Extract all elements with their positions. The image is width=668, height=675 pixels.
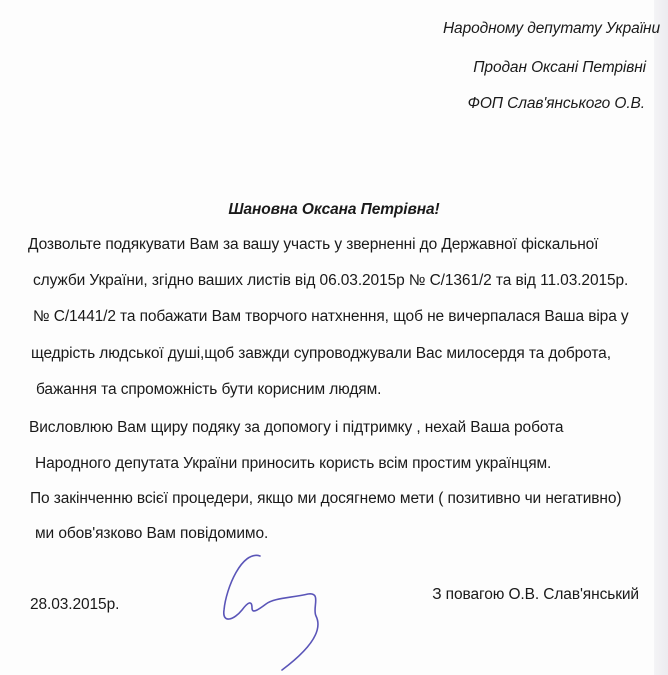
closing-signature-line: З повагою О.В. Слав'янський bbox=[432, 586, 639, 603]
body-line: бажання та спроможність бути корисним людям. bbox=[36, 381, 382, 398]
body-line: служби України, згідно ваших листів від 06.03.2015р № С/1361/2 та від 11.03.2015р. bbox=[33, 272, 629, 289]
body-line: Дозвольте подякувати Вам за вашу участь у зверненні до Державної фіскальної bbox=[28, 236, 599, 253]
body-line: По закінченню всієї процедери, якщо ми досягнемо мети ( позитивно чи негативно) bbox=[30, 490, 622, 507]
body-line: Народного депутата України приносить користь всім простим українцям. bbox=[35, 455, 552, 472]
addressee-line: Продан Оксані Петрівні bbox=[473, 59, 646, 76]
letter-date: 28.03.2015р. bbox=[30, 596, 120, 613]
signature bbox=[212, 548, 352, 673]
addressee-line: Народному депутату України bbox=[442, 20, 660, 37]
scan-edge bbox=[654, 0, 668, 675]
body-line: ми обов'язково Вам повідомимо. bbox=[35, 525, 269, 542]
body-line: № С/1441/2 та побажати Вам творчого натхнення, щоб не вичерпалася Ваша віра у bbox=[33, 308, 629, 325]
body-line: Висловлюю Вам щиру подяку за допомогу і підтримку , нехай Ваша робота bbox=[29, 419, 564, 436]
addressee-line: ФОП Слав'янського О.В. bbox=[467, 95, 645, 112]
greeting: Шановна Оксана Петрівна! bbox=[228, 201, 440, 218]
body-line: щедрість людської душі,щоб завжди супроводжували Вас милосердя та доброта, bbox=[31, 345, 611, 362]
